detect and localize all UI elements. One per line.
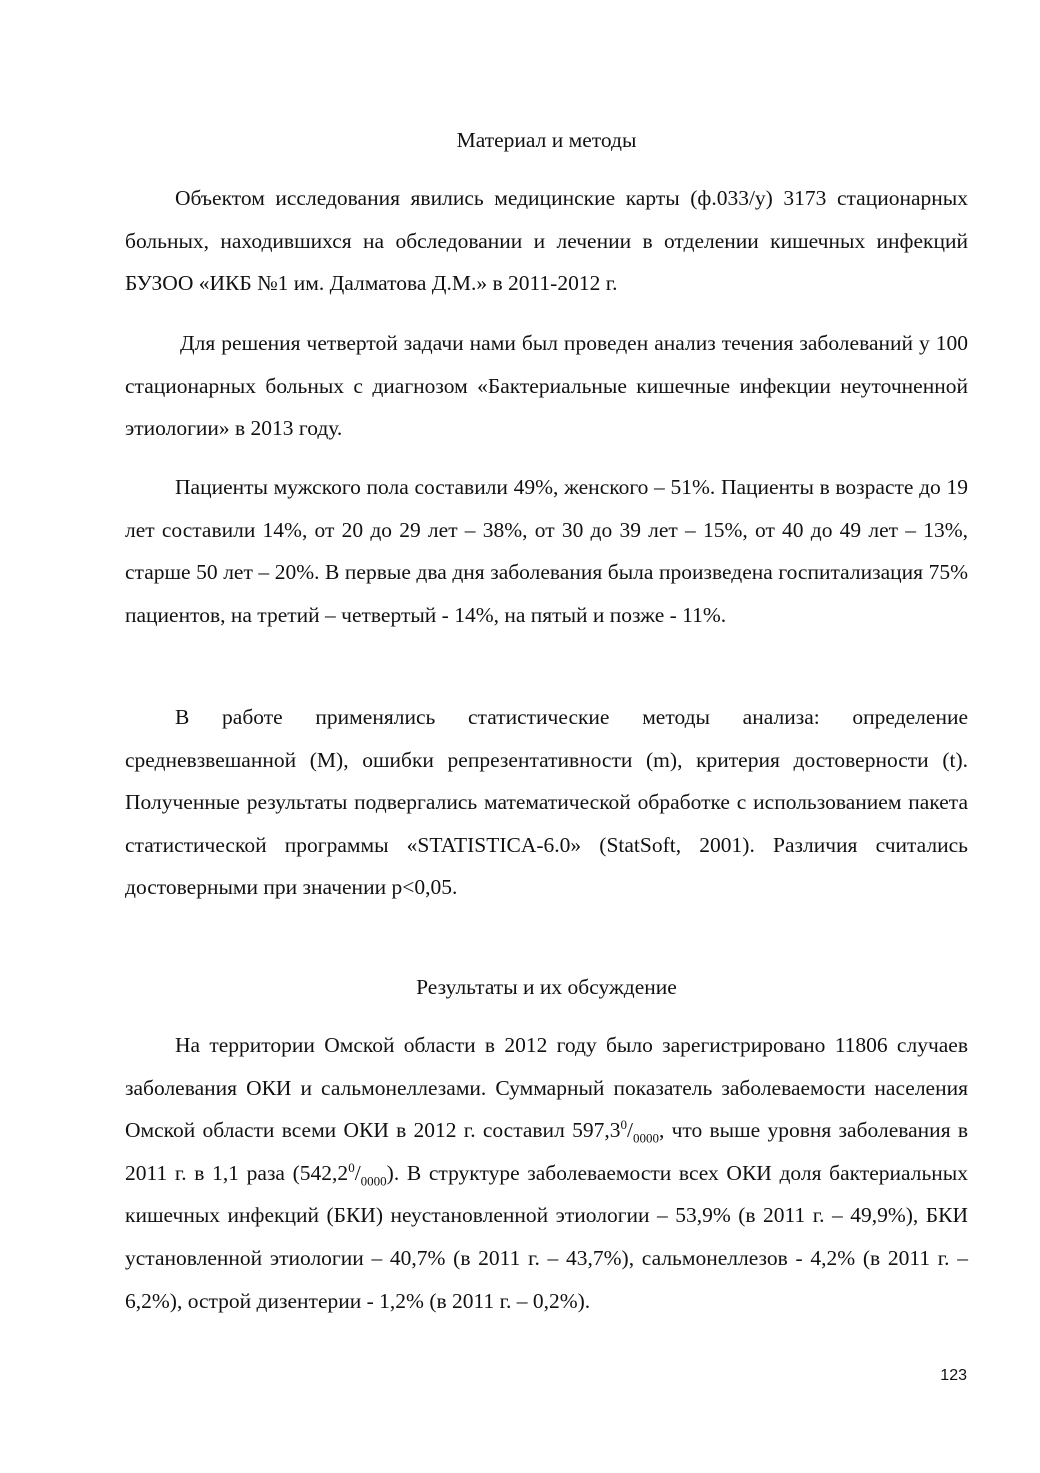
- paragraph-text-part: , что выше уровня заболевания в 2011 г. в 1,1 раза (542,2: [125, 1118, 969, 1185]
- paragraph-text-part: ). В структуре заболеваемости всех ОКИ доля бактериальных кишечных инфекций (БКИ) неустановленной этиологии – 53,9% (в 2011 г. – 49,9%), БКИ установленной этиологии – 40,7% (в 2011 г. – 43,7%), сальмонеллезов - 4,2% (в 2011 г. – 6,2%), острой дизентерии - 1,2% (в 2011 г. – 0,2%).: [125, 1160, 968, 1313]
- paragraph-fourth-task: Для решения четвертой задачи нами был проведен анализ течения заболеваний у 100 стационарных больных с диагнозом «Бактериальные кишечные инфекции неуточненной этиологии» в 2013 году.: [125, 331, 968, 441]
- paragraph-statistical-methods: В работе применялись статистические методы анализа: определение средневзвешанной (М), ошибки репрезентативности (m), критерия достоверности (t). Полученные результаты подвергались математической обработке с использованием пакета статистической программы «STATISTICA-6.0» (StatSoft, 2001). Различия считались достоверными при значении p<0,05.: [125, 705, 968, 900]
- paragraph-patient-demographics: Пациенты мужского пола составили 49%, женского – 51%. Пациенты в возрасте до 19 лет составили 14%, от 20 до 29 лет – 38%, от 30 до 39 лет – 15%, от 40 до 49 лет – 13%, старше 50 лет – 20%. В первые два дня заболевания была произведена госпитализация 75% пациентов, на третий – четвертый - 14%, на пятый и позже - 11%.: [125, 475, 968, 627]
- paragraph-object-of-study: Объектом исследования явились медицинские карты (ф.033/у) 3173 стационарных больных, находившихся на обследовании и лечении в отделении кишечных инфекций БУЗОО «ИКБ №1 им. Далматова Д.М.» в 2011-2012 г.: [125, 186, 968, 296]
- section-title-materials-methods: Материал и методы: [456, 128, 637, 152]
- subscript-per-ten-thousand: 0000: [632, 1130, 659, 1146]
- section-title-results-discussion: Результаты и их обсуждение: [416, 975, 677, 999]
- subscript-per-ten-thousand: 0000: [360, 1173, 387, 1189]
- superscript-zero: 0: [348, 1159, 355, 1175]
- paragraph-text-part: На территории Омской области в 2012 году было зарегистрировано 11806 случаев заболевания ОКИ и сальмонеллезами. Суммарный показатель заболеваемости населения Омской области всеми ОКИ в 2012 г. составил 597,3: [125, 1033, 968, 1143]
- paragraph-omsk-incidence: [125, 1024, 968, 1322]
- per-slash: /: [354, 1160, 361, 1185]
- page-number: 123: [940, 1367, 967, 1384]
- superscript-zero: 0: [620, 1117, 627, 1133]
- per-slash: /: [626, 1118, 633, 1143]
